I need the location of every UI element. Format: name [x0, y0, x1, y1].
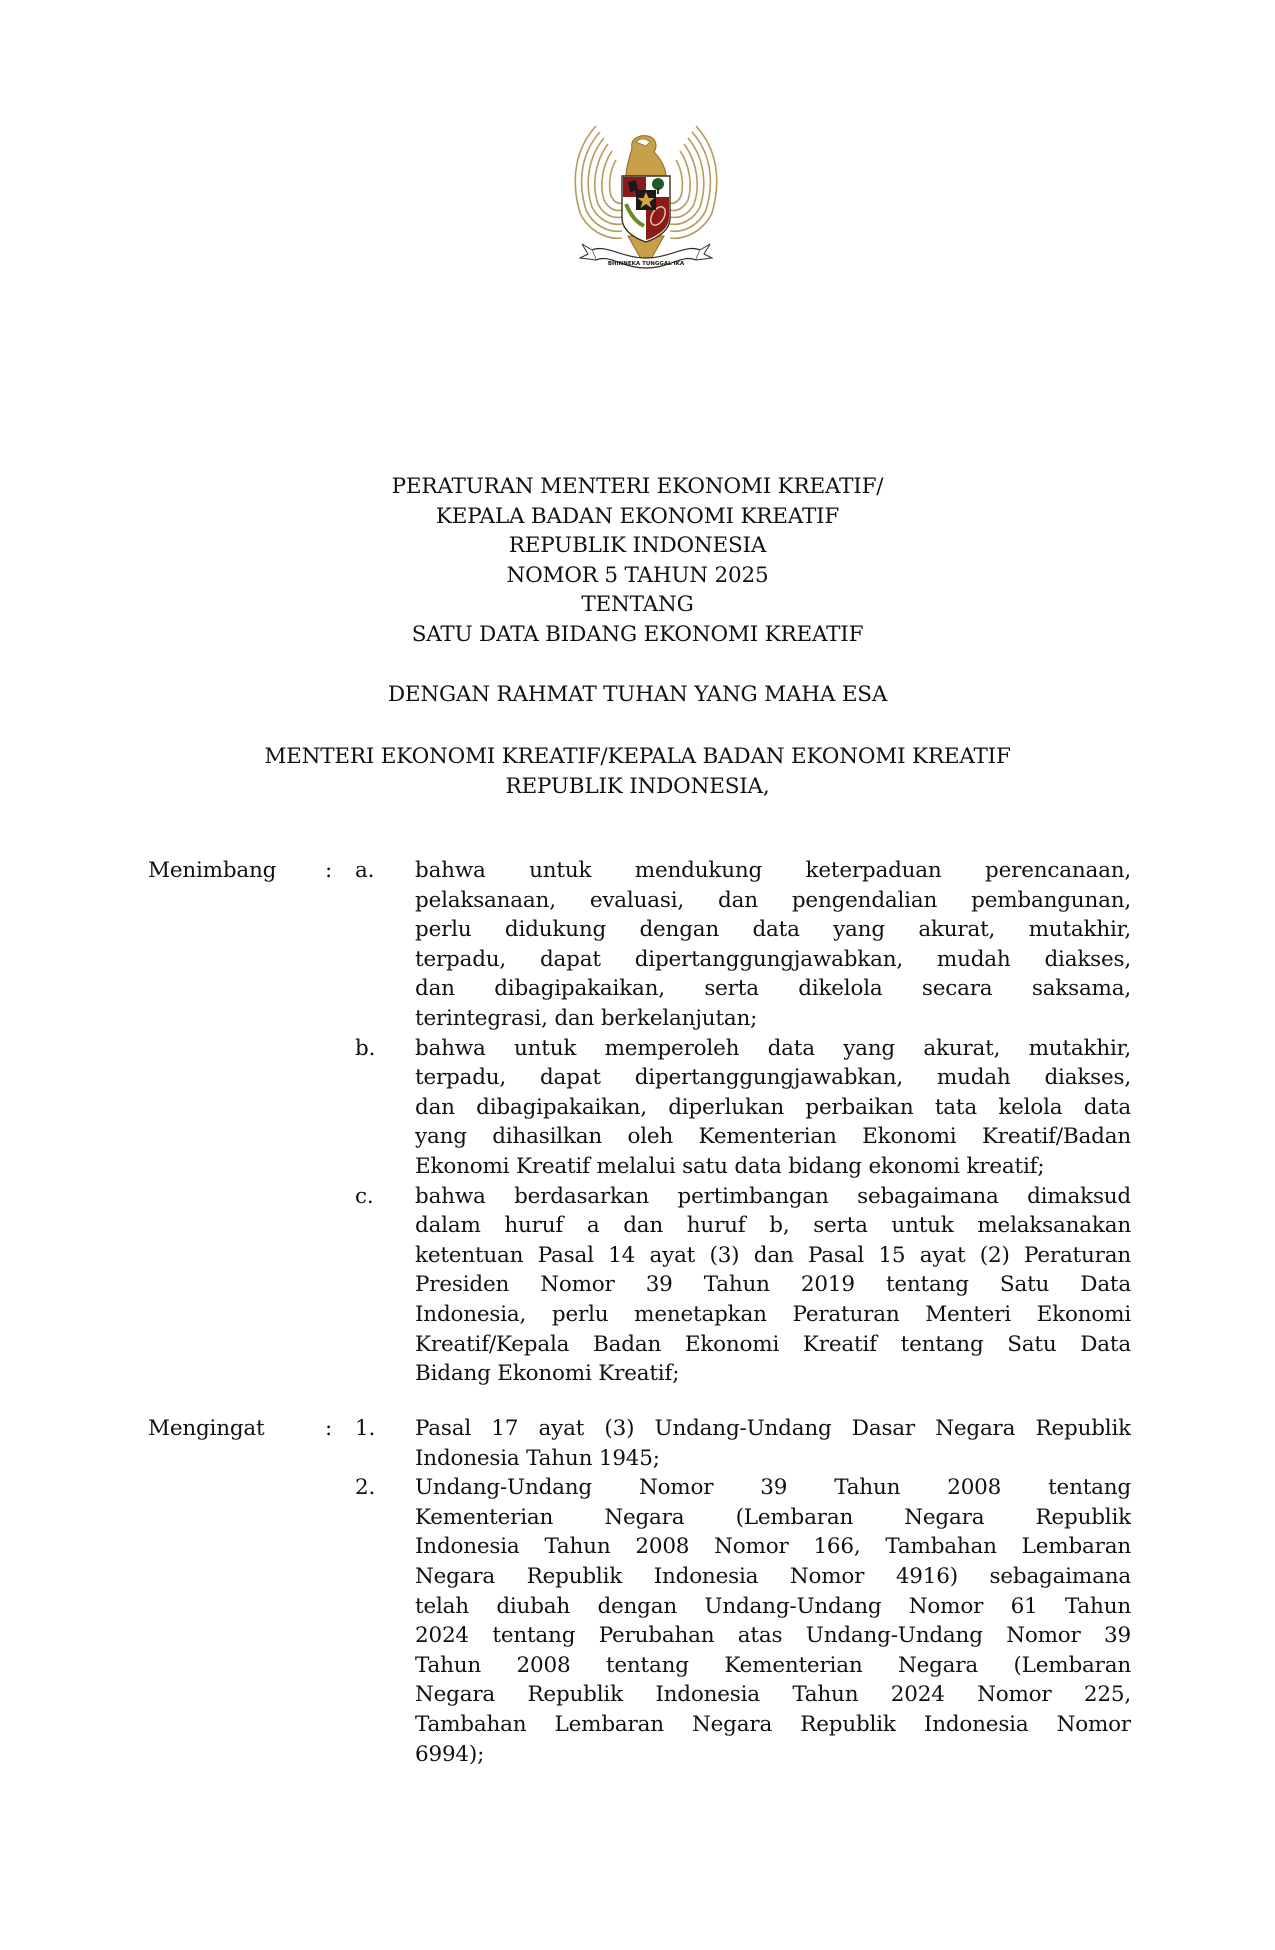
text-line: dan dibagipakaikan, serta dikelola secara saksama, [415, 976, 1131, 1002]
section-colon: : [325, 1416, 333, 1441]
text-line: yang dihasilkan oleh Kementerian Ekonomi Kreatif/Badan [415, 1124, 1131, 1150]
garuda-pancasila-emblem [566, 118, 726, 280]
text-line: pelaksanaan, evaluasi, dan pengendalian pembangunan, [415, 887, 1131, 913]
item-marker: a. [355, 858, 375, 883]
title-line: TENTANG [581, 592, 694, 618]
consideration-item [0, 1034, 1275, 1182]
item-text [415, 856, 1131, 1034]
item-text [415, 1182, 1131, 1389]
text-line: Indonesia Tahun 2008 Nomor 166, Tambahan Lembaran [415, 1534, 1131, 1560]
text-line: telah diubah dengan Undang-Undang Nomor 61 Tahun [415, 1593, 1131, 1619]
text-line: Indonesia, perlu menetapkan Peraturan Menteri Ekonomi [415, 1301, 1131, 1327]
menimbang-section [0, 856, 1275, 1389]
text-line: bahwa untuk mendukung keterpaduan perencanaan, [415, 858, 1131, 883]
title-line: REPUBLIK INDONESIA [508, 533, 767, 559]
issuer-line: REPUBLIK INDONESIA, [505, 773, 770, 799]
garuda-emblem-icon [566, 118, 726, 280]
consideration-item [0, 856, 1275, 1034]
item-marker: b. [355, 1035, 376, 1061]
text-line: dan dibagipakaikan, diperlukan perbaikan tata kelola data [415, 1094, 1131, 1120]
item-marker: c. [355, 1183, 374, 1209]
text-line: terpadu, dapat dipertanggungjawabkan, mudah diakses, [415, 946, 1131, 972]
text-line: bahwa berdasarkan pertimbangan sebagaimana dimaksud [415, 1183, 1131, 1209]
text-line: terpadu, dapat dipertanggungjawabkan, mudah diakses, [415, 1065, 1131, 1091]
section-label: Mengingat [148, 1416, 265, 1441]
regulation-title [0, 472, 1275, 650]
section-label: Menimbang [148, 858, 277, 883]
legal-basis-item [0, 1473, 1275, 1769]
text-line: Bidang Ekonomi Kreatif; [415, 1361, 680, 1387]
mengingat-section [0, 1414, 1275, 1769]
item-text [415, 1034, 1131, 1182]
text-line: Tambahan Lembaran Negara Republik Indonesia Nomor [415, 1711, 1131, 1737]
text-line: Negara Republik Indonesia Nomor 4916) sebagaimana [415, 1563, 1131, 1589]
item-text [415, 1473, 1131, 1769]
text-line: Kementerian Negara (Lembaran Negara Republik [415, 1504, 1131, 1530]
text-line: Ekonomi Kreatif melalui satu data bidang ekonomi kreatif; [415, 1153, 1045, 1179]
text-line: terintegrasi, dan berkelanjutan; [415, 1005, 758, 1031]
invocation: DENGAN RAHMAT TUHAN YANG MAHA ESA [387, 682, 888, 707]
text-line: Undang-Undang Nomor 39 Tahun 2008 tentang [415, 1475, 1131, 1501]
item-marker: 1. [355, 1416, 376, 1441]
text-line: Kreatif/Kepala Badan Ekonomi Kreatif tentang Satu Data [415, 1331, 1131, 1357]
legal-basis-item [0, 1414, 1275, 1473]
text-line: bahwa untuk memperoleh data yang akurat, mutakhir, [415, 1035, 1131, 1061]
title-line: NOMOR 5 TAHUN 2025 [506, 562, 769, 588]
title-line: SATU DATA BIDANG EKONOMI KREATIF [411, 621, 864, 647]
title-line: PERATURAN MENTERI EKONOMI KREATIF/ [391, 474, 884, 499]
emblem-motto: BHINNEKA TUNGGAL IKA [607, 261, 685, 267]
issuer-line: MENTERI EKONOMI KREATIF/KEPALA BADAN EKONOMI KREATIF [264, 744, 1011, 769]
text-line: Pasal 17 ayat (3) Undang-Undang Dasar Negara Republik [415, 1416, 1131, 1441]
text-line: Indonesia Tahun 1945; [415, 1445, 660, 1471]
text-line: 6994); [415, 1741, 485, 1767]
text-line: Tahun 2008 tentang Kementerian Negara (Lembaran [415, 1652, 1131, 1678]
title-line: KEPALA BADAN EKONOMI KREATIF [435, 503, 840, 529]
text-line: perlu didukung dengan data yang akurat, mutakhir, [415, 917, 1131, 943]
item-marker: 2. [355, 1475, 376, 1501]
text-line: ketentuan Pasal 14 ayat (3) dan Pasal 15 ayat (2) Peraturan [415, 1242, 1131, 1268]
text-line: Presiden Nomor 39 Tahun 2019 tentang Satu Data [415, 1272, 1131, 1298]
item-text [415, 1414, 1131, 1473]
text-line: 2024 tentang Perubahan atas Undang-Undang Nomor 39 [415, 1623, 1131, 1649]
text-line: dalam huruf a dan huruf b, serta untuk melaksanakan [415, 1213, 1131, 1239]
section-colon: : [325, 858, 333, 883]
consideration-item [0, 1182, 1275, 1389]
issuer [0, 742, 1275, 801]
text-line: Negara Republik Indonesia Tahun 2024 Nomor 225, [415, 1682, 1131, 1708]
